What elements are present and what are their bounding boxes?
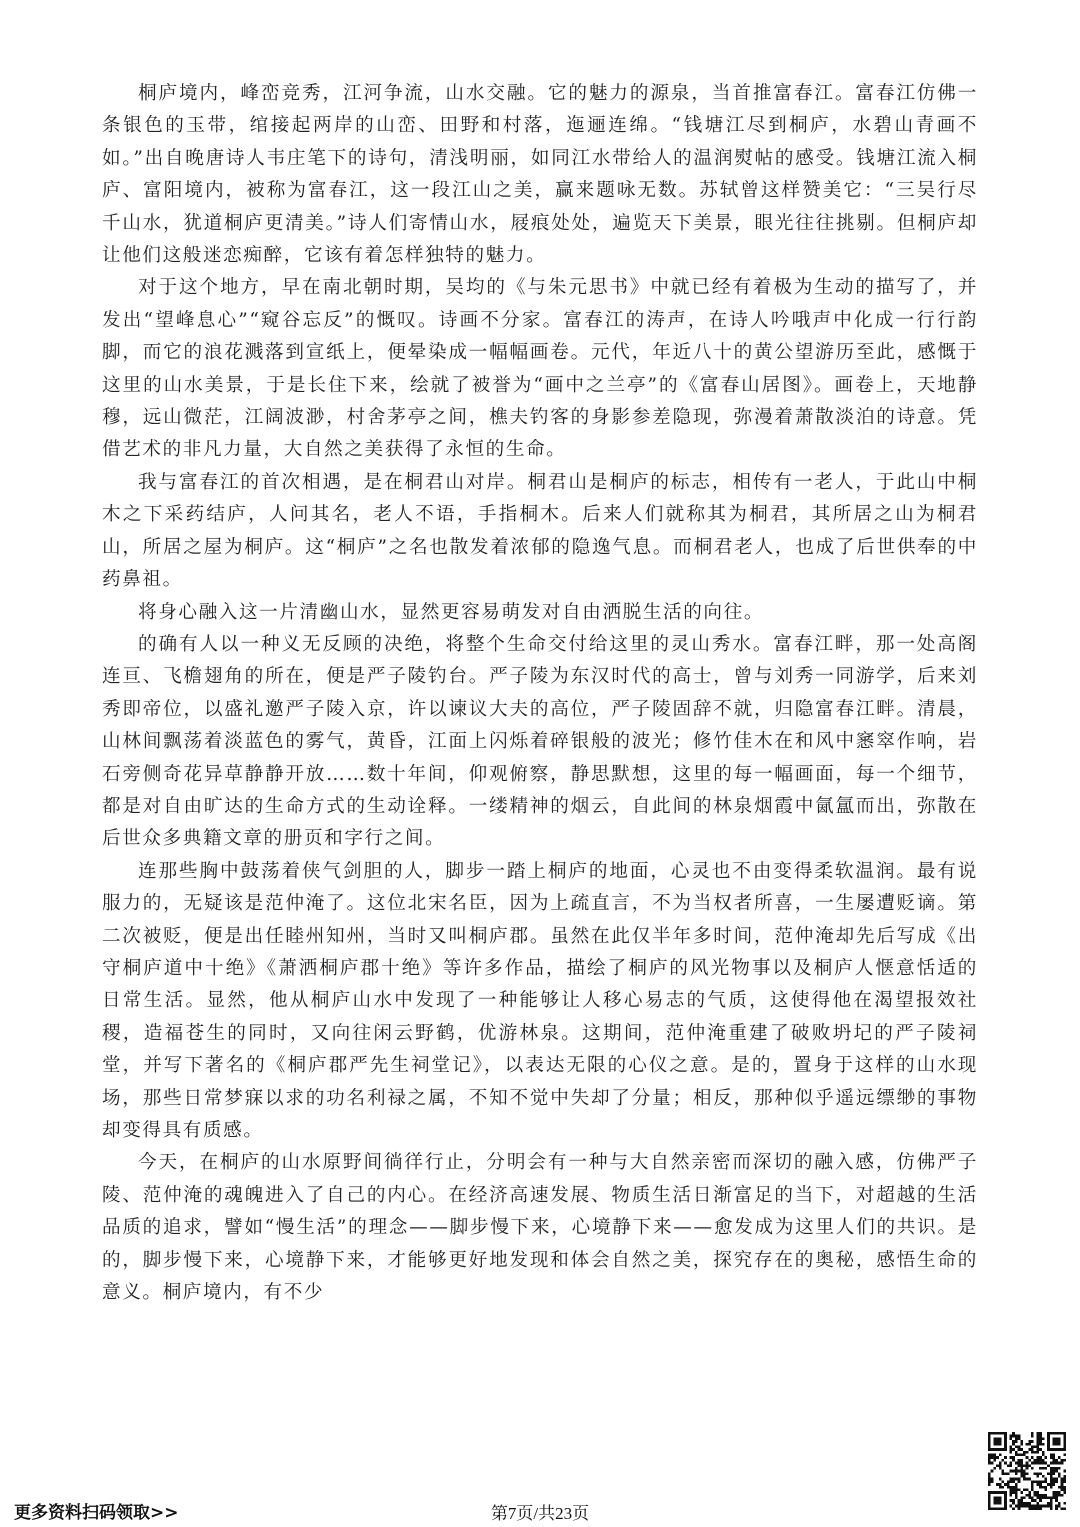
paragraph-3: 我与富春江的首次相遇，是在桐君山对岸。桐君山是桐庐的标志，相传有一老人，于此山中桐木之下采药结庐，人问其名，老人不语，手指桐木。后来人们就称其为桐君，其所居之山为桐君山，所居之屋为桐庐。这“桐庐”之名也散发着浓郁的隐逸气息。而桐君老人，也成了后世供奉的中药鼻祖。 (102, 471, 978, 591)
paragraph-4: 将身心融入这一片清幽山水，显然更容易萌发对自由洒脱生活的向往。 (138, 601, 765, 623)
paragraph-1: 桐庐境内，峰峦竞秀，江河争流，山水交融。它的魅力的源泉，当首推富春江。富春江仿佛一条银色的玉带，绾接起两岸的山峦、田野和村落，迤逦连绵。“钱塘江尽到桐庐，水碧山青画不如。”出自晚唐诗人韦庄笔下的诗句，清浅明丽，如同江水带给人的温润熨帖的感受。钱塘江流入桐庐、富阳境内，被称为富春江，这一段江山之美，赢来题咏无数。苏轼曾这样赞美它：“三吴行尽千山水，犹道桐庐更清美。”诗人们寄情山水，屐痕处处，遍览天下美景，眼光往往挑剔。但桐庐却让他们这般迷恋痴醉，它该有着怎样独特的魅力。 (102, 83, 978, 267)
paragraph-6: 连那些胸中鼓荡着侠气剑胆的人，脚步一踏上桐庐的地面，心灵也不由变得柔软温润。最有说服力的，无疑该是范仲淹了。这位北宋名臣，因为上疏直言，不为当权者所喜，一生屡遭贬谪。第二次被贬，便是出任睦州知州，当时又叫桐庐郡。虽然在此仅半年多时间，范仲淹却先后写成《出守桐庐道中十绝》《萧洒桐庐郡十绝》等许多作品，描绘了桐庐的风光物事以及桐庐人惬意恬适的日常生活。显然，他从桐庐山水中发现了一种能够让人移心易志的气质，这使得他在渴望报效社稷，造福苍生的同时，又向往闲云野鹤，优游林泉。这期间，范仲淹重建了破败坍圮的严子陵祠堂，并写下著名的《桐庐郡严先生祠堂记》，以表达无限的心仪之意。是的，置身于这样的山水现场，那些日常梦寐以求的功名利禄之属，不知不觉中失却了分量；相反，那种似乎遥远缥缈的事物却变得具有质感。 (102, 860, 978, 1141)
article-body (102, 78, 978, 1309)
more-materials-link[interactable]: 更多资料扫码领取>> (14, 1503, 179, 1523)
paragraph-2: 对于这个地方，早在南北朝时期，吴均的《与朱元思书》中就已经有着极为生动的描写了，并发出“望峰息心”“窥谷忘反”的慨叹。诗画不分家。富春江的涛声，在诗人吟哦声中化成一行行韵脚，而它的浪花溅落到宣纸上，便晕染成一幅幅画卷。元代，年近八十的黄公望游历至此，感慨于这里的山水美景，于是长住下来，绘就了被誉为“画中之兰亭”的《富春山居图》。画卷上，天地静穆，远山微茫，江阔波渺，村舍茅亭之间，樵夫钓客的身影参差隐现，弥漫着萧散淡泊的诗意。凭借艺术的非凡力量，大自然之美获得了永恒的生命。 (102, 277, 978, 461)
paragraph-7: 今天，在桐庐的山水原野间徜徉行止，分明会有一种与大自然亲密而深切的融入感，仿佛严子陵、范仲淹的魂魄进入了自己的内心。在经济高速发展、物质生活日渐富足的当下，对超越的生活品质的追求，譬如“慢生活”的理念——脚步慢下来，心境静下来——愈发成为这里人们的共识。是的，脚步慢下来，心境静下来，才能够更好地发现和体会自然之美，探究存在的奥秘，感悟生命的意义。桐庐境内，有不少 (102, 1152, 978, 1304)
paragraph-5: 的确有人以一种义无反顾的决绝，将整个生命交付给这里的灵山秀水。富春江畔，那一处高阁连亘、飞檐翅角的所在，便是严子陵钓台。严子陵为东汉时代的高士，曾与刘秀一同游学，后来刘秀即帝位，以盛礼邀严子陵入京，许以谏议大夫的高位，严子陵固辞不就，归隐富春江畔。清晨，山林间飘荡着淡蓝色的雾气，黄昏，江面上闪烁着碎银般的波光；修竹佳木在和风中窸窣作响，岩石旁侧奇花异草静静开放……数十年间，仰观俯察，静思默想，这里的每一幅画面，每一个细节，都是对自由旷达的生命方式的生动诠释。一缕精神的烟云，自此间的林泉烟霞中氤氲而出，弥散在后世众多典籍文章的册页和字行之间。 (102, 633, 978, 850)
page-number: 第7页/共23页 (490, 1504, 590, 1523)
